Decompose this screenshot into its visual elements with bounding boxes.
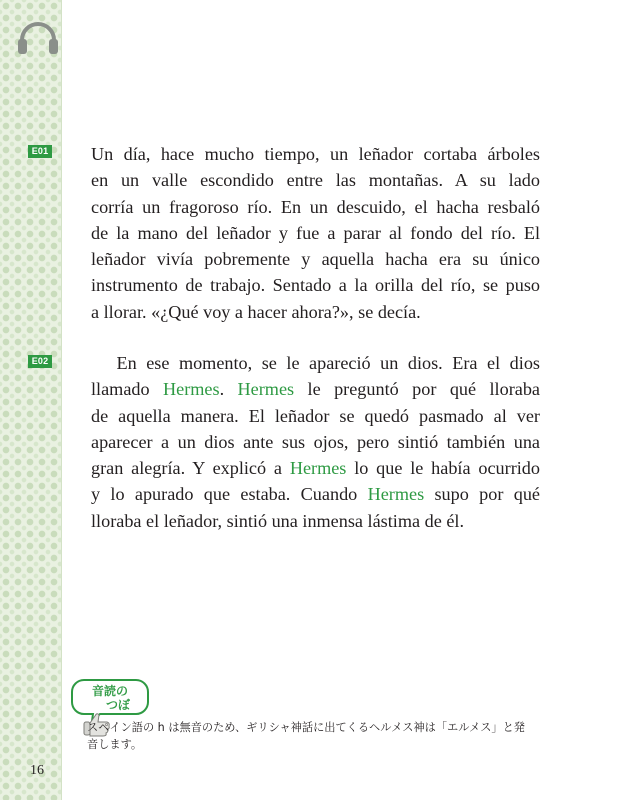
highlighted-name: Hermes	[289, 458, 347, 479]
text-line: de la mano del leñador y fue a parar al fondo del río. El	[91, 222, 540, 243]
text-line	[91, 508, 540, 534]
reading-tip-text: スペイン語の h は無音のため、ギリシャ神話に出てくるヘルメス神は「エルメス」と発音します。	[87, 721, 525, 751]
text-segment: aparecer a un dios ante sus ojos, pero sintió también una	[91, 431, 540, 452]
text-segment: lloraba el leñador, sintió una inmensa lástima de él.	[91, 510, 465, 531]
text-segment: .	[219, 379, 238, 400]
text-line: instrumento de trabajo. Sentado a la orilla del río, se puso	[91, 275, 540, 296]
highlighted-name: Hermes	[163, 379, 220, 400]
highlighted-name: Hermes	[237, 379, 295, 400]
text-line	[91, 481, 540, 507]
text-segment: llamado	[91, 379, 164, 400]
decorative-side-strip	[0, 0, 62, 800]
highlighted-name: Hermes	[367, 484, 425, 505]
text-line	[91, 376, 540, 402]
tip-icon-label: 音読の	[91, 684, 129, 698]
text-line	[91, 403, 540, 429]
text-line: corría un fragoroso río. En un descuido, el hacha resbaló	[91, 196, 540, 217]
audio-track-badge: E02	[28, 355, 52, 368]
text-line	[91, 429, 540, 455]
page-number: 16	[30, 763, 44, 778]
text-line: Un día, hace mucho tiempo, un leñador cortaba árboles	[91, 144, 540, 164]
story-paragraph-2	[91, 350, 540, 534]
text-line: leñador vivía pobremente y aquella hacha era su único	[91, 249, 540, 270]
story-paragraph-1	[91, 141, 540, 325]
text-line	[91, 350, 540, 376]
text-segment: le preguntó por qué lloraba	[294, 379, 540, 400]
text-line	[91, 455, 540, 481]
text-segment: supo por qué	[424, 484, 540, 505]
text-line: en un valle escondido entre las montañas. A su lado	[91, 170, 540, 191]
text-segment: gran alegría. Y explicó a	[91, 458, 290, 479]
text-segment: lo que le había ocurrido	[346, 458, 540, 479]
tip-icon-label: つぼ	[105, 698, 131, 712]
text-segment: En ese momento, se le apareció un dios. Era el dios	[116, 353, 540, 373]
text-line: a llorar. «¿Qué voy a hacer ahora?», se decía.	[91, 301, 421, 322]
headphones-icon	[17, 20, 59, 56]
text-segment: y lo apurado que estaba. Cuando	[91, 484, 368, 505]
audio-track-badge: E01	[28, 145, 52, 158]
text-segment: de aquella manera. El leñador se quedó pasmado al ver	[91, 405, 540, 426]
